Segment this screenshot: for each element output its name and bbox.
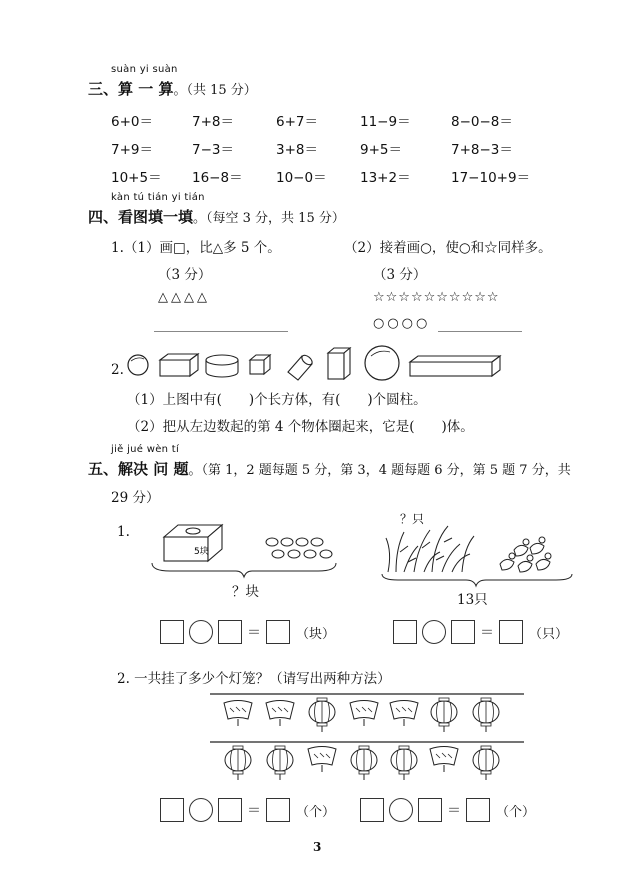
lanterns-picture (208, 690, 528, 786)
eq-r2c3: 13+2＝ (360, 170, 411, 186)
answer-box[interactable] (499, 620, 523, 644)
eq-r0c3: 11−9＝ (360, 114, 411, 130)
answer-box[interactable] (160, 620, 184, 644)
brace-cakes (152, 563, 336, 577)
answer-box[interactable] (451, 620, 475, 644)
grass-icon (386, 526, 474, 572)
answer-box[interactable] (266, 620, 290, 644)
answer-box[interactable] (360, 798, 384, 822)
sec5-note-cont: 29 分） (111, 490, 160, 506)
eq-r0c0: 6+0＝ (111, 114, 153, 130)
eq-r2c0: 10+5＝ (111, 170, 162, 186)
eq-r1c1: 7−3＝ (192, 142, 234, 158)
unit-label: （只） (529, 626, 569, 642)
sec3-title: 三、算 一 算 (88, 80, 174, 98)
fan-lantern-icon (224, 701, 252, 727)
sec3-heading (88, 78, 257, 99)
sec5-heading (88, 458, 571, 479)
round-lantern-icon (225, 746, 251, 780)
cylinder-1[interactable] (206, 355, 238, 377)
birds-question-label: ？只 (400, 512, 425, 526)
q1a-text: 1.（1）画□，比△多 5 个。 (111, 240, 281, 256)
p1-number: 1. (117, 524, 130, 540)
cake-box-label: 5块 (194, 547, 209, 557)
eq-r1c4: 7+8−3＝ (451, 142, 513, 158)
answer-box[interactable] (393, 620, 417, 644)
sec4-title: 四、看图填一填 (88, 208, 194, 226)
eq-r1c0: 7+9＝ (111, 142, 153, 158)
star-row: ☆☆☆☆☆☆☆☆☆☆ (373, 290, 500, 305)
operator-circle[interactable] (389, 798, 413, 822)
eq-r2c1: 16−8＝ (192, 170, 243, 186)
q2-number: 2. (111, 362, 124, 378)
lantern-row-bottom (225, 746, 499, 780)
cake-box-icon (164, 525, 222, 561)
sec3-pinyin: suàn yi suàn (111, 64, 178, 75)
triangle-row: △△△△ (158, 290, 210, 305)
brace-birds (382, 574, 572, 586)
cuboid-tall[interactable] (328, 348, 350, 379)
answer-row-lanterns-2 (360, 798, 535, 822)
answer-row-cakes (160, 620, 335, 644)
q1b-text: （2）接着画○，使○和☆同样多。 (344, 240, 552, 256)
round-lantern-icon (309, 698, 335, 732)
small-cakes-icon (266, 538, 332, 558)
fan-lantern-icon (308, 747, 336, 773)
eq-r2c4: 17−10+9＝ (451, 170, 531, 186)
q1a-points: （3 分） (158, 267, 212, 283)
answer-box[interactable] (218, 798, 242, 822)
lantern-row-top (224, 698, 499, 732)
sec4-heading (88, 206, 345, 227)
brace-cakes-label: ？块 (232, 584, 259, 600)
sec4-pinyin: kàn tú tián yi tián (111, 192, 205, 203)
fan-lantern-icon (430, 747, 458, 773)
sphere-large[interactable] (365, 346, 399, 380)
answer-row-birds (393, 620, 568, 644)
operator-circle[interactable] (189, 620, 213, 644)
unit-label: （个） (296, 804, 336, 820)
round-lantern-icon (391, 746, 417, 780)
eq-r0c4: 8−0−8＝ (451, 114, 513, 130)
circle-row: ○○○○ (373, 316, 431, 331)
q2a-text: （1）上图中有( )个长方体，有( )个圆柱。 (127, 392, 427, 408)
cuboid-1[interactable] (160, 354, 198, 376)
p2-question: 2. 一共挂了多少个灯笼？（请写出两种方法） (117, 671, 391, 687)
equals-sign: ＝ (480, 625, 494, 641)
answer-row-lanterns-1 (160, 798, 335, 822)
answer-box[interactable] (218, 620, 242, 644)
answer-box[interactable] (160, 798, 184, 822)
fan-lantern-icon (390, 701, 418, 727)
brace-birds-label: 13只 (457, 592, 488, 608)
eq-r1c2: 3+8＝ (276, 142, 318, 158)
sec4-note: 。（每空 3 分，共 15 分） (193, 211, 345, 226)
sec5-title: 五、解决 问 题 (88, 460, 189, 478)
operator-circle[interactable] (422, 620, 446, 644)
page-number: 3 (313, 840, 322, 854)
birds-picture (378, 512, 578, 592)
answer-line-squares[interactable] (154, 331, 288, 332)
fan-lantern-icon (350, 701, 378, 727)
cylinder-tilted[interactable] (288, 353, 314, 380)
cube-1[interactable] (250, 355, 270, 374)
solid-shapes (122, 344, 512, 384)
ducks-icon (500, 537, 551, 572)
eq-r2c2: 10−0＝ (276, 170, 327, 186)
equals-sign: ＝ (247, 625, 261, 641)
operator-circle[interactable] (189, 798, 213, 822)
unit-label: （个） (496, 804, 536, 820)
sec5-note: 。（第 1，2 题每题 5 分，第 3，4 题每题 6 分，第 5 题 7 分，共 (188, 463, 571, 478)
unit-label: （块） (296, 626, 336, 642)
q2b-text: （2）把从左边数起的第 4 个物体圈起来，它是( )体。 (127, 419, 474, 435)
answer-box[interactable] (418, 798, 442, 822)
fan-lantern-icon (266, 701, 294, 727)
sec3-note: 。（共 15 分） (173, 83, 257, 98)
round-lantern-icon (473, 746, 499, 780)
eq-r0c2: 6+7＝ (276, 114, 318, 130)
round-lantern-icon (351, 746, 377, 780)
eq-r1c3: 9+5＝ (360, 142, 402, 158)
round-lantern-icon (431, 698, 457, 732)
answer-box[interactable] (266, 798, 290, 822)
cuboid-long[interactable] (410, 356, 500, 376)
equals-sign: ＝ (447, 803, 461, 819)
round-lantern-icon (473, 698, 499, 732)
equals-sign: ＝ (247, 803, 261, 819)
answer-line-circles[interactable] (438, 331, 522, 332)
answer-box[interactable] (466, 798, 490, 822)
q1b-points: （3 分） (373, 267, 427, 283)
round-lantern-icon (267, 746, 293, 780)
sphere-small[interactable] (128, 355, 148, 375)
eq-r0c1: 7+8＝ (192, 114, 234, 130)
sec5-pinyin: jiě jué wèn tí (111, 444, 180, 455)
